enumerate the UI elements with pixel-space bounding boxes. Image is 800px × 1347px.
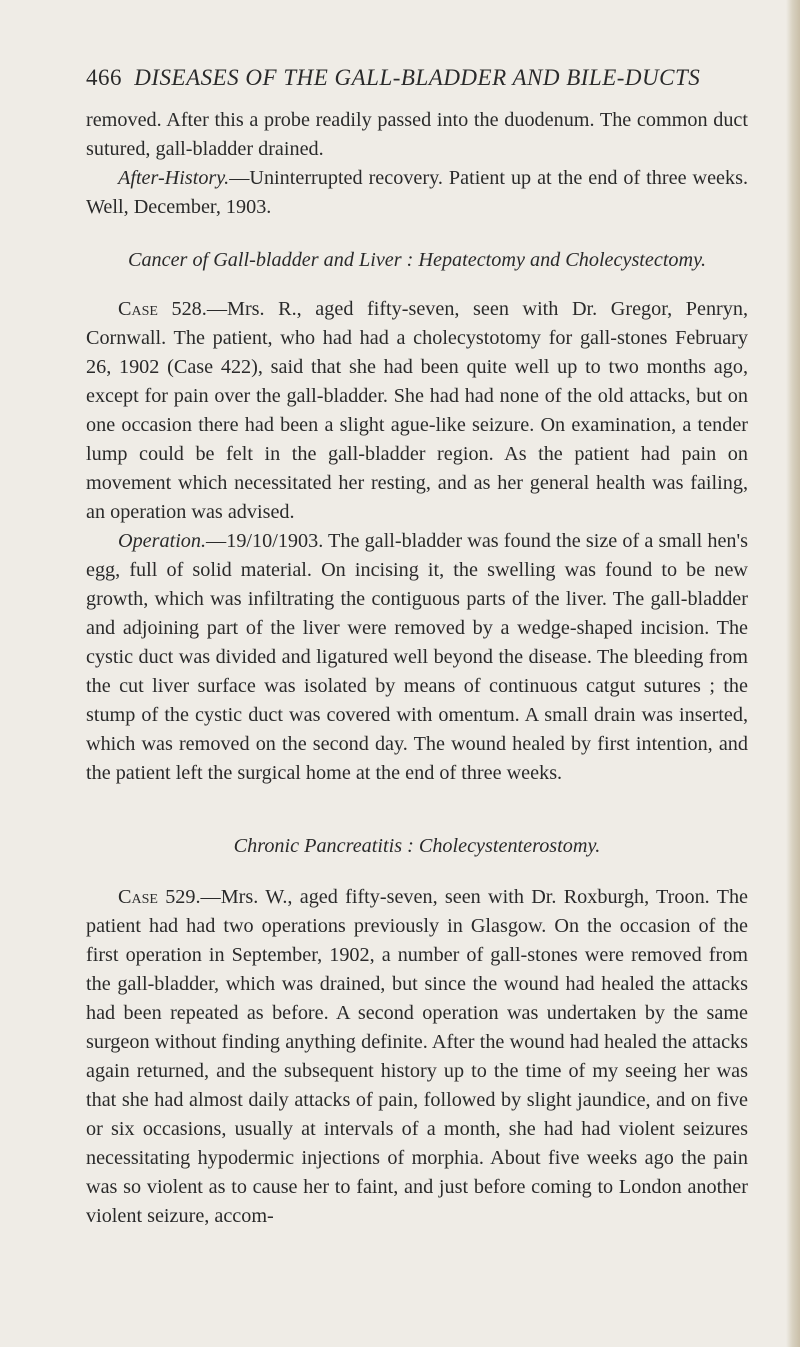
case-529-paragraph [86,883,748,1231]
case-528-text: 528.—Mrs. R., aged fifty-seven, seen with Dr. Gregor, Penryn, Cornwall. The patient, who had had a cholecystotomy for gall-stones February 26, 1902 (Case 422), said that she had been quite well up to two months ago, except for pain over the gall-bladder. She had had none of the old attacks, but on one occasion there had been a slight ague-like seizure. On examination, a tender lump could be felt in the gall-bladder region. As the patient had pain on movement which necessitated her resting, and as her general health was failing, an operation was advised. [86,298,748,523]
body-text [86,106,748,1231]
case-label: Case [118,298,158,320]
section-heading-pancreatitis: Chronic Pancreatitis : Cholecystenterostomy. [233,835,601,857]
operation-label: Operation. [118,530,207,552]
section-heading-cancer: Cancer of Gall-bladder and Liver : Hepatectomy and Cholecystectomy. [127,249,706,271]
case-label: Case [118,886,158,908]
running-head-title: DISEASES OF THE GALL-BLADDER AND BILE-DUCTS [134,65,701,90]
page-edge-shadow [786,0,800,1347]
page-number: 466 [86,65,122,90]
case-529-text: 529.—Mrs. W., aged fifty-seven, seen with Dr. Roxburgh, Troon. The patient had had two operations previously in Glasgow. On the occasion of the first operation in September, 1902, a number of gall-stones were removed from the gall-bladder, which was drained, but since the wound had healed the attacks had been repeated as before. A second operation was undertaken by the same surgeon without finding anything definite. After the wound had healed the attacks again returned, and the subsequent history up to the time of my seeing her was that she had almost daily attacks of pain, followed by slight jaundice, and on five or six occasions, usually at intervals of a month, she had had violent seizures necessitating hypodermic injections of morphia. About five weeks ago the pain was so violent as to cause her to faint, and just before coming to London another violent seizure, accom- [86,886,748,1227]
after-history-paragraph [86,164,748,222]
operation-paragraph [86,527,748,788]
running-head [86,62,746,94]
after-history-label: After-History. [118,167,230,189]
case-528-paragraph [86,295,748,527]
after-history-text: —Uninterrupted recovery. Patient up at the end of three weeks. Well, December, 1903. [86,167,748,218]
operation-text: —19/10/1903. The gall-bladder was found the size of a small hen's egg, full of solid material. On incising it, the swelling was found to be new growth, which was infiltrating the contiguous parts of the liver. The gall-bladder and adjoining part of the liver were removed by a wedge-shaped incision. The cystic duct was divided and ligatured well beyond the disease. The bleeding from the cut liver surface was isolated by means of continuous catgut sutures ; the stump of the cystic duct was covered with omentum. A small drain was inserted, which was removed on the second day. The wound healed by first intention, and the patient left the surgical home at the end of three weeks. [86,530,748,784]
continued-paragraph: removed. After this a probe readily passed into the duodenum. The common duct sutured, gall-bladder drained. [86,109,748,160]
